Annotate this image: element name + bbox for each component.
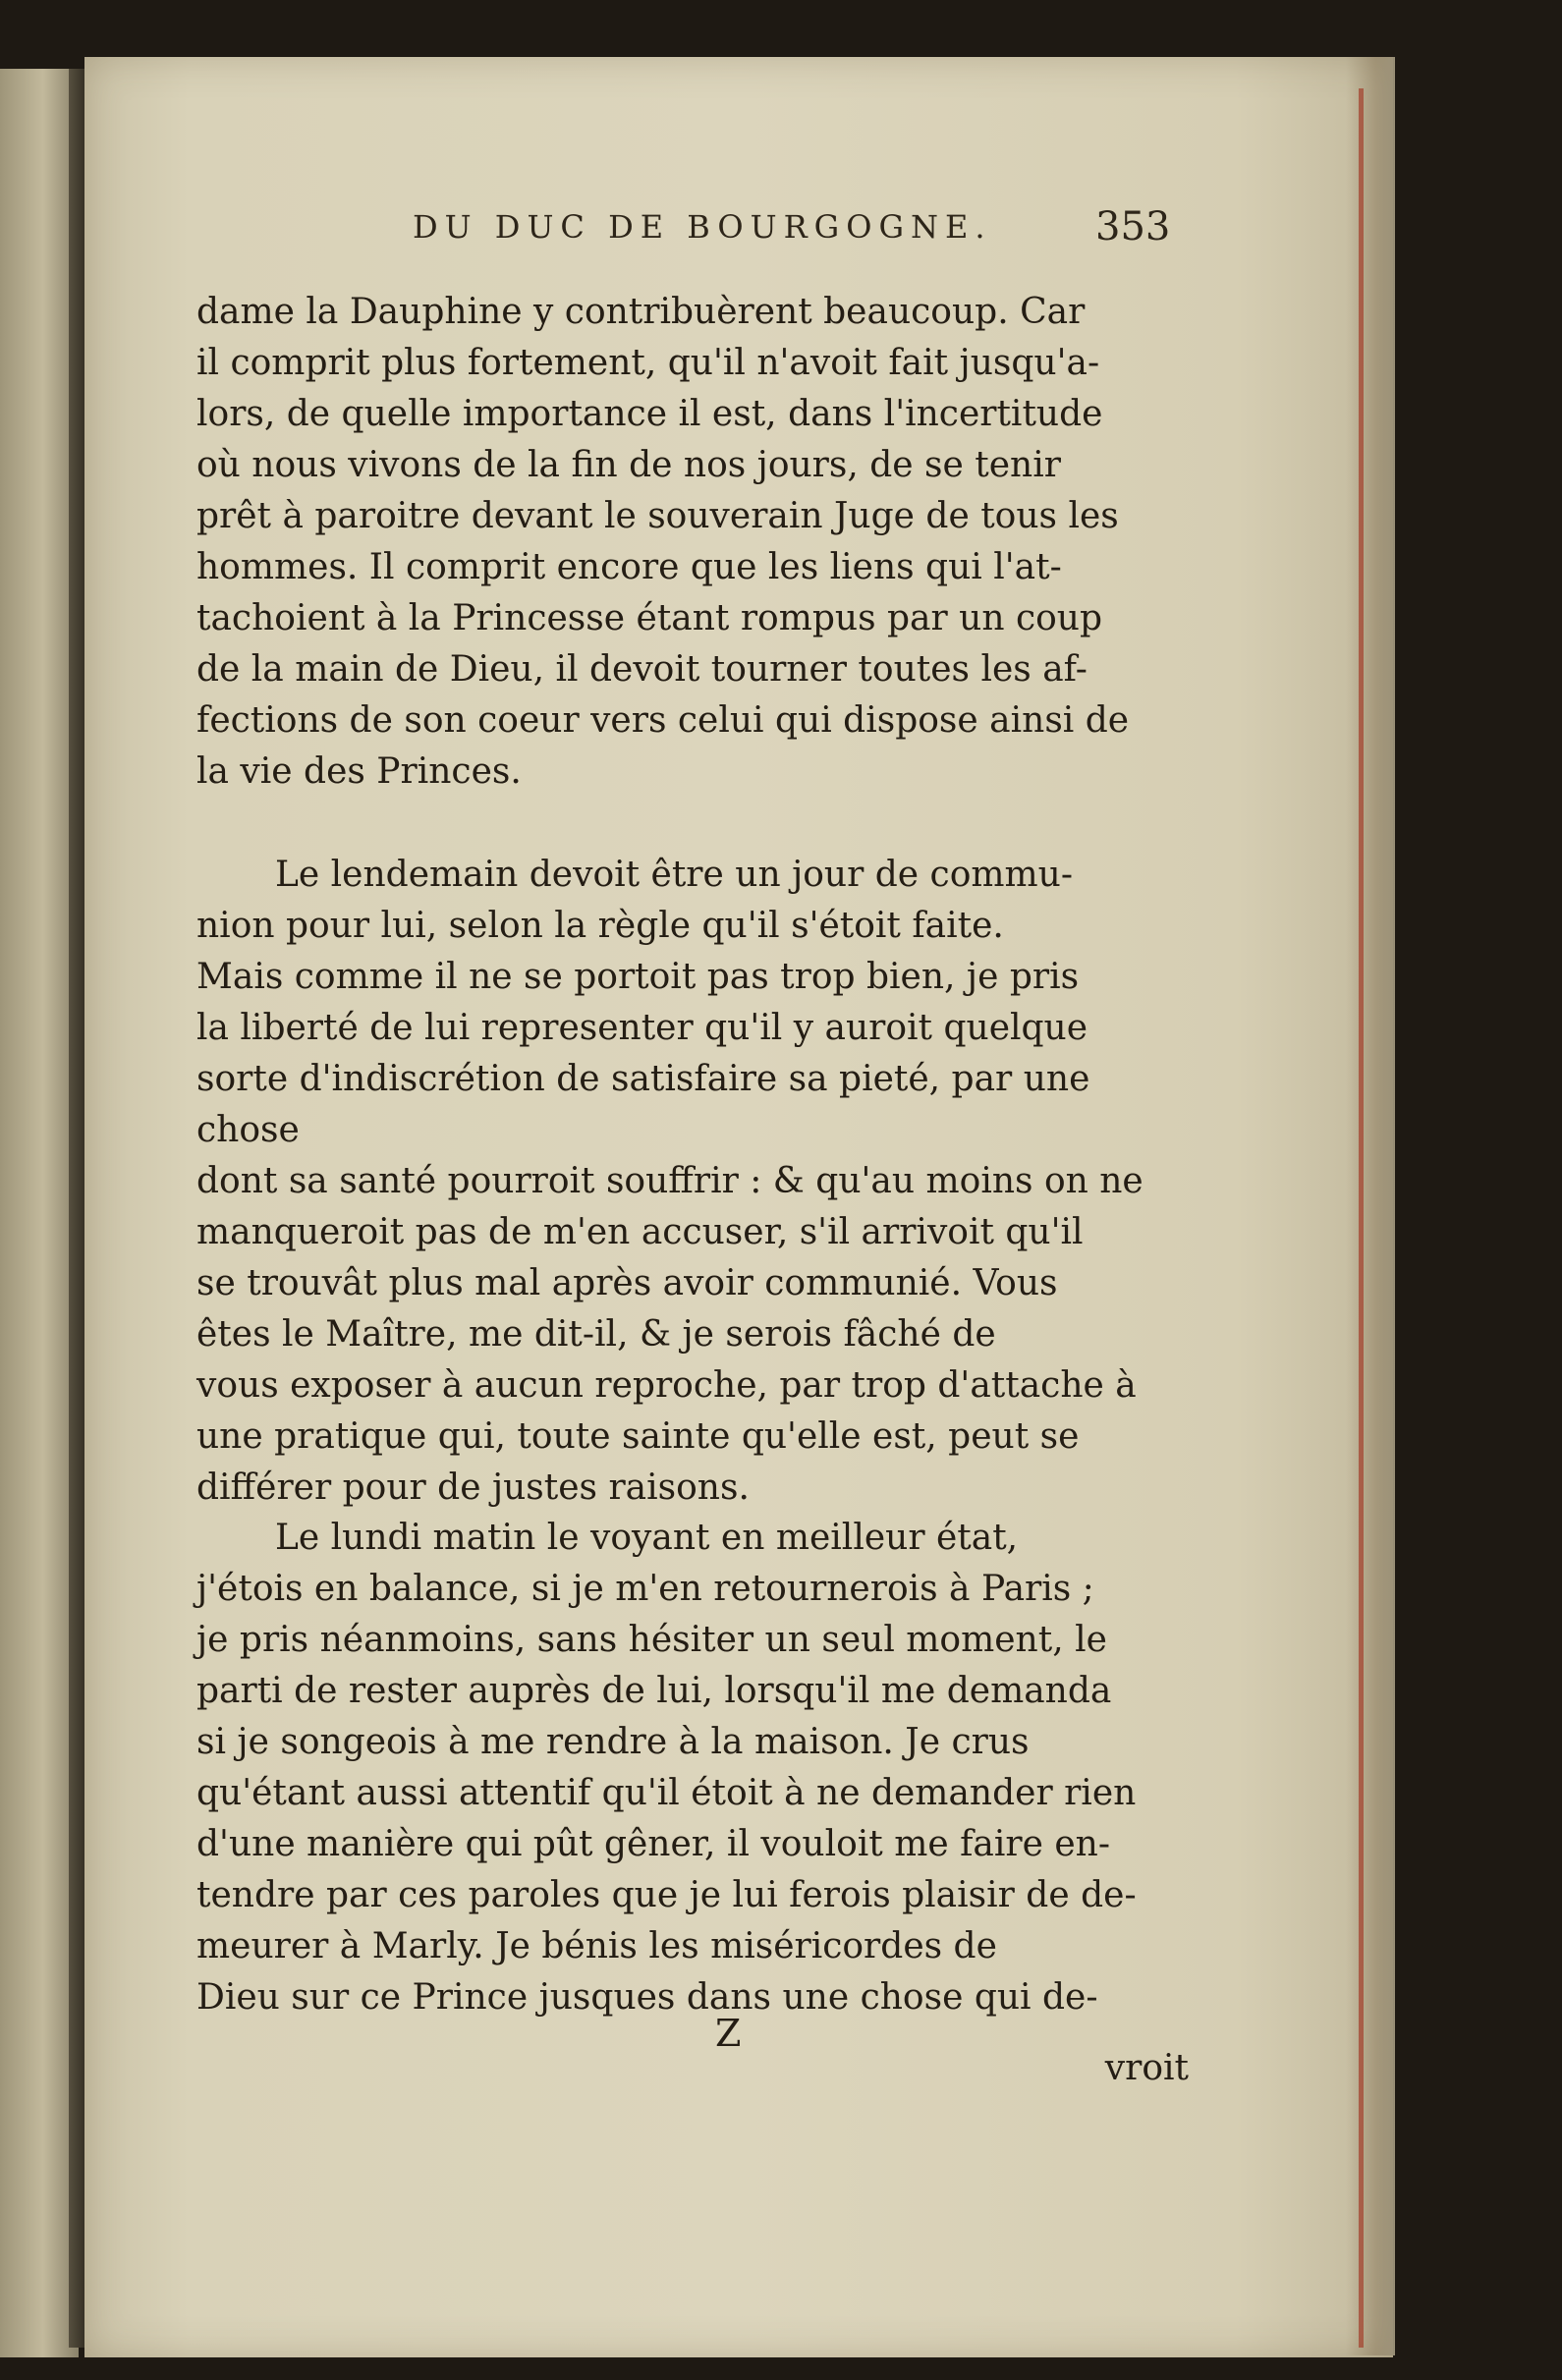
paragraph-2: Le lendemain devoit être un jour de commu- nion pour lui, selon la règle qu'il s'étoit faite. Mais comme il ne se portoit pas trop bien, je pris la liberté de lui representer qu'il y auroit quelque sorte d'indiscrétion de satisfaire sa pieté, par une chose dont sa santé pourroit souffrir : & qu'au moins on ne manqueroit pas de m'en accuser, s'il arrivoit qu'il se trouvât plus mal après avoir communié. Vous êtes le Maître, me dit-il, & je serois fâché de vous exposer à aucun reproche, par trop d'attache à une pratique qui, toute sainte qu'elle est, peut se différer pour de justes raisons. bbox=[196, 855, 1144, 1508]
signature-mark: Z bbox=[715, 2012, 742, 2055]
page-fore-edge bbox=[1346, 57, 1395, 2355]
running-head: DU DUC DE BOURGOGNE. bbox=[413, 208, 992, 246]
catchword: vroit bbox=[1104, 2048, 1189, 2088]
page-number: 353 bbox=[1095, 204, 1171, 249]
red-edge-stain bbox=[1359, 88, 1364, 2348]
paragraph-1: dame la Dauphine y contribuèrent beaucoup. Car il comprit plus fortement, qu'il n'avoit fait jusqu'a- lors, de quelle importance il est, dans l'incertitude où nous vivons de la fin de nos jours, de se tenir prêt à paroitre devant le souverain Juge de tous les hommes. Il comprit encore que les liens qui l'at- tachoient à la Princesse étant rompus par un coup de la main de Dieu, il devoit tourner toutes les af- fections de son coeur vers celui qui dispose ainsi de la vie des Princes. bbox=[196, 292, 1130, 792]
facing-page-edge bbox=[0, 69, 79, 2357]
paragraph-3: Le lundi matin le voyant en meilleur état, j'étois en balance, si je m'en retournerois à Paris ; je pris néanmoins, sans hésiter un seul moment, le parti de rester auprès de lui, lorsqu'il me demanda si je songeois à me rendre à la maison. Je crus qu'étant aussi attentif qu'il étoit à ne demander rien d'une manière qui pût gêner, il vouloit me faire en- tendre par ces paroles que je lui ferois plaisir de de- meurer à Marly. Je bénis les miséricordes de Dieu sur ce Prince jusques dans une chose qui de- bbox=[196, 1518, 1137, 2018]
